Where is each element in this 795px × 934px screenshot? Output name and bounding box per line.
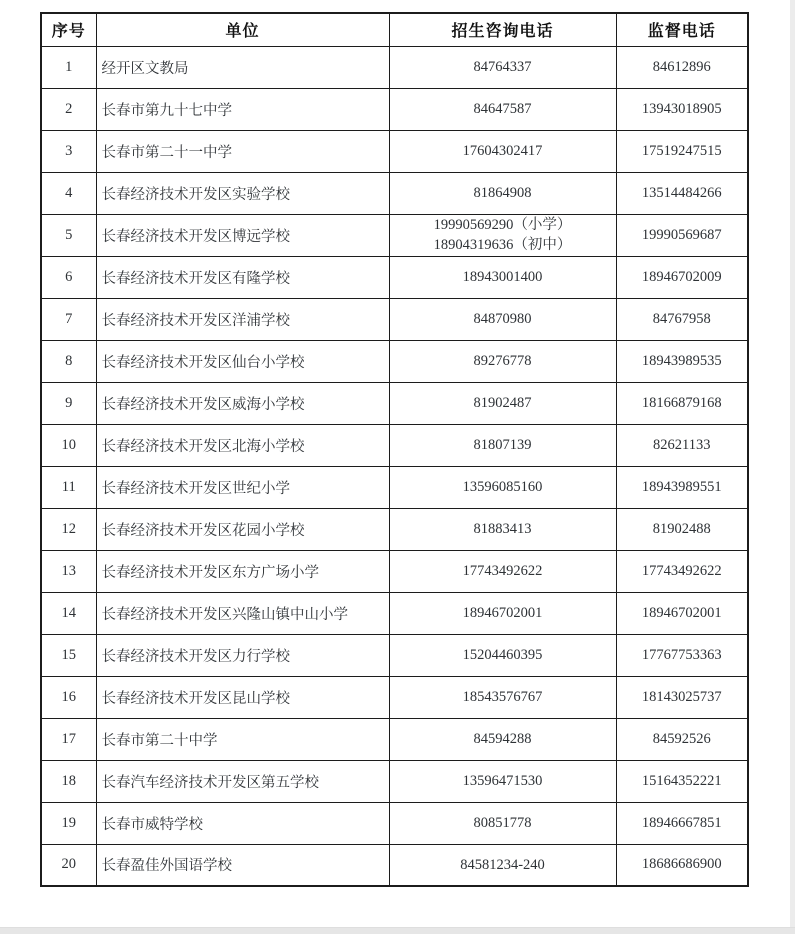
admission-phone-line: 84594288 (473, 731, 532, 747)
cell-unit-name: 长春市威特学校 (96, 802, 389, 844)
cell-unit-name: 长春市第二十一中学 (96, 130, 389, 172)
table-row (41, 382, 748, 424)
table-row (41, 508, 748, 550)
header-unit: 单位 (96, 13, 389, 46)
admission-phone-line: 84764337 (473, 59, 532, 75)
table-header (41, 13, 748, 46)
cell-admission-phone (389, 508, 616, 550)
admission-phone-line: 18943001400 (462, 269, 543, 285)
table-row (41, 298, 748, 340)
admission-phone-line: 13596471530 (462, 773, 543, 789)
cell-admission-phone (389, 718, 616, 760)
cell-unit-name: 长春经济技术开发区有隆学校 (96, 256, 389, 298)
cell-unit-name: 长春经济技术开发区洋浦学校 (96, 298, 389, 340)
admission-phone-line: 17604302417 (462, 143, 543, 159)
cell-serial-number: 5 (41, 214, 96, 256)
cell-serial-number: 10 (41, 424, 96, 466)
header-supervision-phone: 监督电话 (616, 13, 748, 46)
header-admission-phone: 招生咨询电话 (389, 13, 616, 46)
table-row (41, 550, 748, 592)
table-row (41, 718, 748, 760)
cell-supervision-phone: 18946702001 (616, 592, 748, 634)
table-row (41, 634, 748, 676)
cell-unit-name: 长春经济技术开发区昆山学校 (96, 676, 389, 718)
cell-unit-name: 长春经济技术开发区世纪小学 (96, 466, 389, 508)
cell-serial-number: 11 (41, 466, 96, 508)
cell-serial-number: 12 (41, 508, 96, 550)
table-row (41, 424, 748, 466)
table-row (41, 130, 748, 172)
table-row (41, 88, 748, 130)
cell-admission-phone (389, 214, 616, 256)
cell-admission-phone (389, 760, 616, 802)
cell-admission-phone (389, 172, 616, 214)
cell-supervision-phone: 18943989551 (616, 466, 748, 508)
table-row (41, 844, 748, 886)
cell-unit-name: 长春经济技术开发区兴隆山镇中山小学 (96, 592, 389, 634)
cell-admission-phone (389, 844, 616, 886)
table-row (41, 172, 748, 214)
admission-phone-line: 81883413 (473, 521, 532, 537)
cell-supervision-phone: 17743492622 (616, 550, 748, 592)
cell-serial-number: 4 (41, 172, 96, 214)
cell-supervision-phone: 18943989535 (616, 340, 748, 382)
table-row (41, 46, 748, 88)
cell-serial-number: 3 (41, 130, 96, 172)
cell-supervision-phone: 13514484266 (616, 172, 748, 214)
cell-admission-phone (389, 46, 616, 88)
cell-unit-name: 长春经济技术开发区实验学校 (96, 172, 389, 214)
cell-unit-name: 经开区文教局 (96, 46, 389, 88)
cell-supervision-phone: 15164352221 (616, 760, 748, 802)
cell-supervision-phone: 17519247515 (616, 130, 748, 172)
cell-supervision-phone: 13943018905 (616, 88, 748, 130)
cell-admission-phone (389, 256, 616, 298)
admission-phone-line: 18904319636（初中） (433, 237, 572, 253)
cell-supervision-phone: 19990569687 (616, 214, 748, 256)
table-row (41, 802, 748, 844)
table-body (41, 46, 748, 886)
cell-serial-number: 17 (41, 718, 96, 760)
cell-unit-name: 长春经济技术开发区北海小学校 (96, 424, 389, 466)
cell-supervision-phone: 84612896 (616, 46, 748, 88)
cell-unit-name: 长春市第二十中学 (96, 718, 389, 760)
cell-supervision-phone: 84592526 (616, 718, 748, 760)
cell-serial-number: 8 (41, 340, 96, 382)
table-row (41, 214, 748, 256)
table-row (41, 676, 748, 718)
cell-admission-phone (389, 802, 616, 844)
cell-serial-number: 14 (41, 592, 96, 634)
cell-supervision-phone: 18686686900 (616, 844, 748, 886)
table-row (41, 466, 748, 508)
cell-admission-phone (389, 424, 616, 466)
admission-phone-line: 18946702001 (462, 605, 543, 621)
cell-serial-number: 15 (41, 634, 96, 676)
admission-phone-line: 18543576767 (462, 689, 543, 705)
cell-admission-phone (389, 634, 616, 676)
admission-phone-line: 81864908 (473, 185, 532, 201)
cell-unit-name: 长春经济技术开发区威海小学校 (96, 382, 389, 424)
admission-phone-line: 19990569290（小学） (433, 217, 572, 233)
cell-unit-name: 长春经济技术开发区东方广场小学 (96, 550, 389, 592)
cell-supervision-phone: 18946667851 (616, 802, 748, 844)
admission-phone-line: 80851778 (473, 815, 532, 831)
admission-phone-line: 84870980 (473, 311, 532, 327)
cell-supervision-phone: 18946702009 (616, 256, 748, 298)
cell-unit-name: 长春市第九十七中学 (96, 88, 389, 130)
cell-admission-phone (389, 340, 616, 382)
admission-phone-line: 15204460395 (462, 647, 543, 663)
table-row (41, 340, 748, 382)
cell-admission-phone (389, 382, 616, 424)
cell-supervision-phone: 18166879168 (616, 382, 748, 424)
cell-serial-number: 9 (41, 382, 96, 424)
admission-phone-line: 17743492622 (462, 563, 543, 579)
cell-unit-name: 长春经济技术开发区仙台小学校 (96, 340, 389, 382)
cell-admission-phone (389, 550, 616, 592)
cell-serial-number: 7 (41, 298, 96, 340)
cell-unit-name: 长春经济技术开发区博远学校 (96, 214, 389, 256)
cell-unit-name: 长春经济技术开发区力行学校 (96, 634, 389, 676)
cell-serial-number: 16 (41, 676, 96, 718)
cell-serial-number: 13 (41, 550, 96, 592)
admission-phone-line: 89276778 (473, 353, 532, 369)
cell-serial-number: 6 (41, 256, 96, 298)
cell-serial-number: 20 (41, 844, 96, 886)
cell-serial-number: 19 (41, 802, 96, 844)
cell-admission-phone (389, 466, 616, 508)
cell-serial-number: 2 (41, 88, 96, 130)
admission-phone-line: 84647587 (473, 101, 532, 117)
cell-admission-phone (389, 130, 616, 172)
cell-serial-number: 1 (41, 46, 96, 88)
cell-admission-phone (389, 592, 616, 634)
table-row (41, 760, 748, 802)
cell-supervision-phone: 82621133 (616, 424, 748, 466)
cell-admission-phone (389, 676, 616, 718)
cell-supervision-phone: 17767753363 (616, 634, 748, 676)
cell-admission-phone (389, 298, 616, 340)
table-row (41, 592, 748, 634)
page-edge-right (790, 0, 795, 934)
cell-unit-name: 长春经济技术开发区花园小学校 (96, 508, 389, 550)
cell-unit-name: 长春盈佳外国语学校 (96, 844, 389, 886)
school-phone-table (40, 12, 749, 887)
admission-phone-line: 13596085160 (462, 479, 543, 495)
cell-supervision-phone: 81902488 (616, 508, 748, 550)
header-serial-number: 序号 (41, 13, 96, 46)
table-row (41, 256, 748, 298)
cell-admission-phone (389, 88, 616, 130)
cell-supervision-phone: 18143025737 (616, 676, 748, 718)
admission-phone-line: 81902487 (473, 395, 532, 411)
cell-serial-number: 18 (41, 760, 96, 802)
cell-unit-name: 长春汽车经济技术开发区第五学校 (96, 760, 389, 802)
admission-phone-line: 84581234-240 (460, 856, 545, 873)
page-edge-bottom (0, 927, 795, 934)
header-row (41, 13, 748, 46)
admission-phone-line: 81807139 (473, 437, 532, 453)
cell-supervision-phone: 84767958 (616, 298, 748, 340)
